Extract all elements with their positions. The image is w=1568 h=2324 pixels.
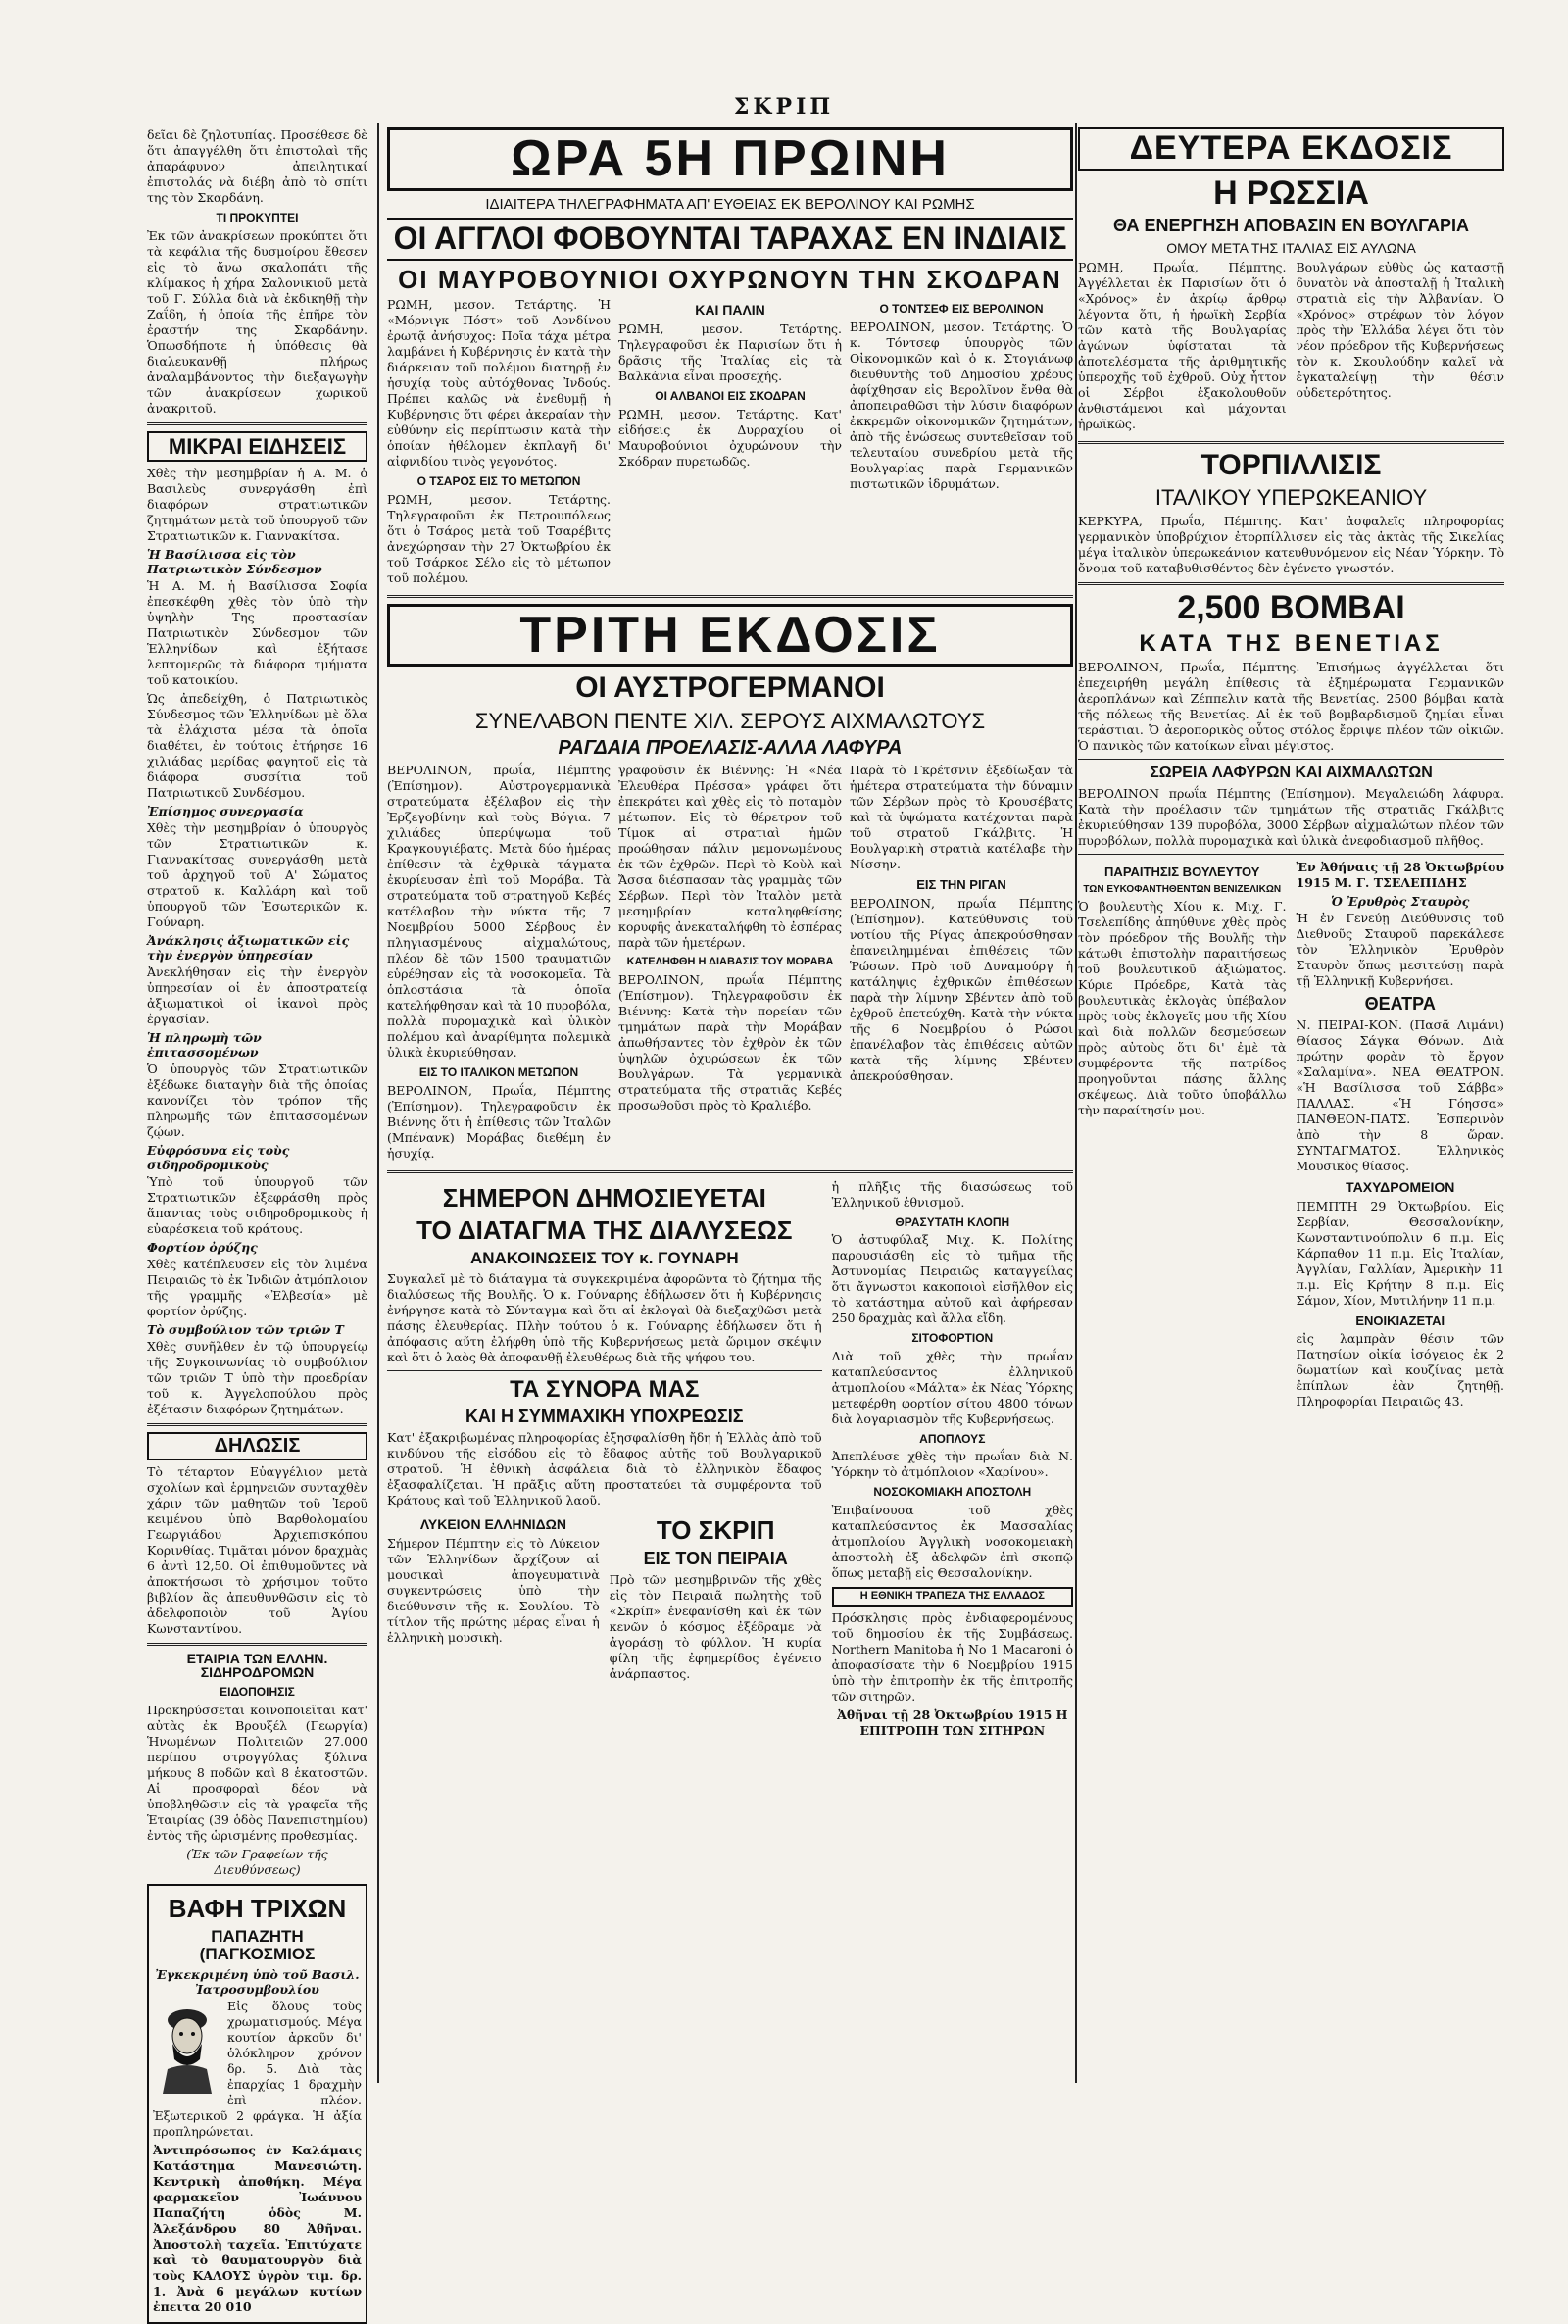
spoils-heading: ΣΩΡΕΙΑ ΛΑΦΥΡΩΝ ΚΑΙ ΑΙΧΜΑΛΩΤΩΝ <box>1150 765 1433 782</box>
article-berlin-2: γραφοῦσιν ἐκ Βιέννης: Ἡ «Νέα Ἐλευθέρα Πρέσσα» γράφει ὅτι ἐπεκράτει καὶ χθὲς εἰς τὸ ποταμὸν μέτωπον. Εἰς τὸ θέρετρον τοῦ Τίμοκ αἱ στρατιαὶ ἡμῶν προώθησαν πάλιν μεμονωμένους ἐκ τῶν ἐχθρῶν. Περὶ τὸ Κοὺλ καὶ Ἄσσα διέσπασαν τὰς γραμμὰς τῶν Σέρβων. Περὶ τὸν Ἰταλὸν μετὰ μεσημβρίαν καταληφθείσης κορυφῆς ἀνεκαταλήφθη τὸ ἐσπέρας παρὰ τῶν ἡμετέρων. <box>618 763 842 951</box>
news-subhead: Εὐφρόσυνα εἰς τοὺς σιδηροδρομικοὺς <box>147 1142 290 1172</box>
article-skrip: Πρὸ τῶν μεσημβρινῶν τῆς χθὲς εἰς τὸν Πειραιᾶ πωλητὴς τοῦ «Σκρίπ» ἐνεφανίσθη καὶ ἐκ τῶν κενῶν ὁ κόσμος ἐξέδραμε νὰ ἀγοράσῃ τὸ φύλλον. Ἡ κυρία φίλη τῆς ἐφημερίδος ἐγένετο ἀνάρπαστος. <box>609 1572 822 1682</box>
theaters-heading: ΘΕΑΤΡΑ <box>1364 994 1436 1014</box>
portrait-illustration <box>153 2001 221 2094</box>
tsar-heading: Ο ΤΣΑΡΟΣ ΕΙΣ ΤΟ ΜΕΤΩΠΟΝ <box>416 474 581 489</box>
departure-heading: ΑΠΟΠΛΟΥΣ <box>919 1431 986 1446</box>
russia-headline-2: ΘΑ ΕΝΕΡΓΗΣΗ ΑΠΟΒΑΣΙΝ ΕΝ ΒΟΥΛΓΑΡΙΑ <box>1112 216 1470 236</box>
article-italy-front: ΒΕΡΟΛΙΝΟΝ, Πρωΐα, Πέμπτης (Ἐπίσημον). Τηλεγραφοῦσιν ἐκ Βιέννης ὅτι ἡ ἐπίθεσις τῶν Ἰταλῶν (Μπένανκ) Μοράβας διεθέμη ἐν ἡσυχίᾳ. <box>387 1082 611 1161</box>
post-heading: ΤΑΧΥΔΡΟΜΕΙΟΝ <box>1346 1179 1455 1196</box>
rail-signature: (Ἐκ τῶν Γραφείων τῆς Διευθύνσεως) <box>186 1846 328 1877</box>
notice-heading: ΔΗΛΩΣΙΣ <box>147 1432 368 1460</box>
skrip-headline-2: ΕΙΣ ΤΟΝ ΠΕΙΡΑΙΑ <box>643 1549 788 1569</box>
rail-heading: ΕΤΑΙΡΙΑ ΤΩΝ ΕΛΛΗΝ. ΣΙΔΗΡΟΔΡΟΜΩΝ <box>186 1650 328 1681</box>
article-riga: ΒΕΡΟΛΙΝΟΝ, πρωΐα Πέμπτης (Ἐπίσημον). Κατεύθυνσις τοῦ νοτίου τῆς Ρίγας ἀπεκρούσθησαν ἐπανειλημμέναι ἐπιθέσεις τῶν Ῥώσων. Πρὸ τοῦ Δυναμούργ ἡ κατάληψις ἐχθρικῶν ἐπιθέσεων παρὰ τὴν λίμνην Σβέντεν ἀπὸ τοῦ ἐχθροῦ ἐπετεύχθη. Κατὰ τὴν νύκτα τῆς 6 Νοεμβρίου ὁ Ρώσοι ἐπανέλαβον τὰς ἐπιθέσεις αὐτῶν κατὰ τῆς λίμνης Σβέντεν ἀπεκρούσθησαν. <box>850 895 1073 1083</box>
news-item: Ἡ Α. Μ. ἡ Βασίλισσα Σοφία ἐπεσκέφθη χθὲς τὸν ὑπὸ τὴν ὑψηλὴν Της προστασίαν Πατριωτικὸν Σύνδεσμον τῶν Ἑλληνίδων καὶ ἐξήτασε λεπτομερῶς τὰ διάφορα τμήματα τοῦ κατοικίου. <box>147 577 368 687</box>
article-red-cross: Ἡ ἐν Γενεύῃ Διεύθυνσις τοῦ Διεθνοῦς Σταυροῦ παρεκάλεσε τὸν Ἑλληνικὸν Ἐρυθρὸν Σταυρὸν ὅπως μεσιτεύσῃ παρὰ τῇ Ἑλληνικῇ Κυβερνήσει. <box>1296 911 1504 989</box>
bank-signature: Ἀθῆναι τῇ 28 Ὀκτωβρίου 1915 Η ΕΠΙΤΡΟΠΗ ΤΩΝ ΣΙΤΗΡΩΝ <box>837 1706 1068 1738</box>
decree-headline-2: ΤΟ ΔΙΑΤΑΓΜΑ ΤΗΣ ΔΙΑΛΥΣΕΩΣ <box>416 1214 793 1245</box>
tontsef-heading: Ο ΤΟΝΤΣΕΦ ΕΙΣ ΒΕΡΟΛΙΝΟΝ <box>879 302 1044 317</box>
article-bombs: ΒΕΡΟΛΙΝΟΝ, Πρωΐα, Πέμπτης. Ἐπισήμως ἀγγέλλεται ὅτι ἐπεχειρήθη μεγάλη ἐπίθεσις τὰ ἐξημέρωματα Γερμανικῶν ἀεροπλάνων καὶ Ζέππελιν κατὰ τῆς Βενετίας. 2500 βόμβαι κατὰ τῆς πόλεως τῆς Βενετίας. Αἱ ἐκ τοῦ βομβαρδισμοῦ ζημίαι εἶναι τεράστιαι. Ὁ ἀεροπορικὸς οὗτος στόλος ἔρριψε πλέον τῶν οἰκιῶν. Ὁ πανικὸς τῶν κατοίκων εἶναι μέγιστος. <box>1078 660 1504 754</box>
column-rule <box>1075 123 1077 2083</box>
second-edition-heading: ΔΕΥΤΕΡΑ ΕΚΔΟΣΙΣ <box>1078 127 1504 171</box>
news-subhead: Φορτίον ὀρύζης <box>147 1239 258 1255</box>
russia-headline: Η ΡΩΣΣΙΑ <box>1213 173 1369 212</box>
morava-heading: ΚΑΤΕΛΗΦΘΗ Η ΔΙΑΒΑΣΙΣ ΤΟΥ ΜΟΡΑΒΑ <box>626 956 834 968</box>
news-item: Ἀνεκλήθησαν εἰς τὴν ἐνεργὸν ὑπηρεσίαν οἱ ἐν ἀποστρατείᾳ ἀξιωματικοὶ οἱ ἱκανοὶ πρὸς ἐργασίαν. <box>147 964 368 1026</box>
ad-footer: Ἀντιπρόσωπος ἐν Καλάμαις Κατάστημα Μανεσιώτη. Κεντρικὴ ἀποθήκη. Μέγα φαρμακεῖον Ἰωάννου Παπαζήτη ὁδὸς Μ. Ἀλεξάνδρου 80 Ἀθῆναι. Ἀποστολὴ ταχεῖα. Ἐπιτύχατε καὶ τὸ θαυματουργὸν διὰ τοὺς ΚΑΛΟΥΣ ὑγρὸν τιμ. δρ. 1. Ἀνὰ 6 μεγάλων κυτίων ἐπειτα 20 010 <box>153 2142 362 2314</box>
albanians-heading: ΟΙ ΑΛΒΑΝΟΙ ΕΙΣ ΣΚΟΔΡΑΝ <box>655 388 806 403</box>
bank-heading: Η ΕΘΝΙΚΗ ΤΡΑΠΕΖΑ ΤΗΣ ΕΛΛΑΔΟΣ <box>832 1587 1073 1607</box>
article-spoils: ΒΕΡΟΛΙΝΟΝ πρωΐα Πέμπτης (Ἐπίσημον). Μεγαλειώδη λάφυρα. Κατὰ τὴν προέλασιν τῶν τμημάτων τῆς στρατιᾶς Γκάλβιτς ἐκυριεύθησαν 139 πυροβόλα, 3000 Σέρβων αἰχμαλώτων πλέον τῶν πυροβόλων, πολλὰ πυρομαχικὰ καὶ ὑλικὰ ἀνεφοδιασμοῦ πλῆθος. <box>1078 786 1504 849</box>
article-border: Κατ' ἐξακριβωμένας πληροφορίας ἐξησφαλίσθη ἤδη ἡ Ἑλλὰς ἀπὸ τοῦ κινδύνου τῆς εἰσόδου εἰς τὸ ἔδαφος αὐτῆς τοῦ Βουλγαρικοῦ στρατοῦ. Ἡ ἐθνικὴ ἀσφάλεια διὰ τὸ ἐλληνικὸν ἔδαφος ἐξασφαλίζεται. Ἡ πρᾶξις αὕτη προστατεύει τὰ συμφέροντα τοῦ Κράτους καὶ τοῦ Ἑλληνικοῦ λαοῦ. <box>387 1430 822 1508</box>
resignation-heading: ΠΑΡΑΙΤΗΣΙΣ ΒΟΥΛΕΥΤΟΥ <box>1104 865 1260 880</box>
theaters-list: Ν. ΠΕΙΡΑΙ-ΚΟΝ. (Πασᾶ Λιμάνι) Θίασος Σάγκα Θόνων. Διὰ πρώτην φορὰν τὸ ἔργον «Σαλαμίνα». ΝΕΑ ΘΕΑΤΡΟΝ. «Ἡ Βασίλισσα τοῦ Σάββα» ΠΑΛΛΑΣ. «Ἡ Γόησσα» ΠΑΝΘΕΟΝ-ΠΑΤΣ. Ἑσπερινὸν ἀπὸ τὴν 8 ὥραν. ΣΥΝΤΑΓΜΑΤΟΣ. Ἑλληνικὸς Μουσικὸς θίασος. <box>1296 1017 1504 1174</box>
article-bank: Πρόσκλησις πρὸς ἐνδιαφερομένους τοῦ δημοσίου ἐκ τῆς Συμβάσεως. Northern Manitoba ἡ Νο 1 Macaroni ὁ ἀποφασίσατε τὴν 6 Νοεμβρίου 1915 ὑπὸ τὴν ἐπιτροπὴν ἐκ τῆς ἐπιτροπῆς τῶν σιτηρῶν. <box>831 1609 1073 1704</box>
torpedo-headline: ΤΟΡΠΙΛΛΙΣΙΣ <box>1200 448 1382 481</box>
news-item: Χθὲς συνῆλθεν ἐν τῷ ὑπουργείῳ τῆς Συγκοινωνίας τὸ συμβούλιον τῶν τριῶν Τ ὑπὸ τὴν προεδρίαν τοῦ κ. Ἀγγελοπούλου πρὸς ἐξέτασιν διαφόρων ζητημάτων. <box>147 1338 368 1416</box>
third-headline-2: ΣΥΝΕΛΑΒΟΝ ΠΕΝΤΕ ΧΙΛ. ΣΕΡΟΥΣ ΑΙΧΜΑΛΩΤΟΥΣ <box>474 708 986 733</box>
article-departure: Ἀπεπλέυσε χθὲς τὴν πρωΐαν διὰ Ν. Ὑόρκην τὸ ἀτμόπλοιον «Χαρίνου». <box>831 1449 1073 1480</box>
column-rule <box>377 123 379 2083</box>
article-decree: Συγκαλεῖ μὲ τὸ διάταγμα τὰ συγκεκριμένα ἀφορῶντα τὸ ζήτημα τῆς διαλύσεως τῆς Βουλῆς. Ὁ κ. Γούναρης ἐδήλωσεν ὅτι ἡ Κυβέρνησις ἐνήργησε κατὰ τὸ Σύνταγμα καὶ ὅτι αἱ ἐκλογαὶ θὰ διεξαχθῶσι μετὰ πάσης ἐλευθερίας. Πλὴν τούτου ὁ κ. Γούναρης ἐδήλωσεν ὅτι ἡ ἀπόφασις αὕτη ἐλήφθη ὑπὸ τῆς Κυβερνήσεως μετὰ ὥριμον σκέψιν καὶ ὅτι ὁ λαὸς θὰ ἀποφανθῇ ἐλευθέρως διὰ τῆς ψήφου του. <box>387 1271 822 1365</box>
post-schedule: ΠΕΜΠΤΗ 29 Ὀκτωβρίου. Εἰς Σερβίαν, Θεσσαλονίκην, Κωνσταντινούπολιν 6 π.μ. Εἰς Κάρπαθον 11 π.μ. Εἰς Ἰταλίαν, Ἀγγλίαν, Γαλλίαν, Ἀμερικὴν 11 π.μ. Εἰς Κρήτην 8 π.μ. Εἰς Σάμον, Χίον, Μυτιλήνην 11 π.μ. <box>1296 1198 1504 1308</box>
italy-front-heading: ΕΙΣ ΤΟ ΙΤΑΛΙΚΟΝ ΜΕΤΩΠΟΝ <box>418 1065 579 1080</box>
headline-skodra: ΟΙ ΜΑΥΡΟΒΟΥΝΙΟΙ ΟΧΥΡΩΝΟΥΝ ΤΗΝ ΣΚΟΔΡΑΝ <box>398 264 1062 294</box>
rent-heading: ΕΝΟΙΚΙΑΖΕΤΑΙ <box>1355 1312 1446 1328</box>
skrip-headline-1: ΤΟ ΣΚΡΙΠ <box>656 1515 775 1546</box>
riga-heading: ΕΙΣ ΤΗΝ ΡΙΓΑΝ <box>916 877 1006 893</box>
rail-subheading: ΕΙΔΟΠΟΙΗΣΙΣ <box>220 1685 295 1700</box>
third-headline-1: ΟΙ ΑΥΣΤΡΟΓΕΡΜΑΝΟΙ <box>575 671 885 705</box>
left-column <box>147 127 368 2314</box>
divider <box>1078 582 1504 585</box>
divider <box>1078 759 1504 760</box>
divider <box>1078 854 1504 855</box>
intro-text: δεῖαι δὲ ζηλοτυπίας. Προσέθεσε δὲ ὅτι ἀπαγγέλθη ὅτι ἐπιστολαὶ τῆς ἀπαράφυνον ἀπειλητικαί ἐπιστολάς νὰ διέβη ἀπὸ τὸ σπίτι της τὸν Σκαρδάνη. <box>147 127 368 205</box>
bombs-headline: 2,500 ΒΟΜΒΑΙ <box>1177 588 1405 626</box>
article-tsar: ΡΩΜΗ, μεσον. Τετάρτης. Τηλεγραφοῦσι ἐκ Πετρουπόλεως ὅτι ὁ Τσάρος μετὰ τοῦ Τσαρέβιτς ἀνεχώρησαν τὴν 27 Ὀκτωβρίου ἐκ τοῦ Τσάρκοε Σέλο εἰς τὸ μέτωπον τοῦ πολέμου. <box>387 491 611 585</box>
news-subhead: Ἐπίσημος συνεργασία <box>147 803 304 818</box>
intro-text-2: Ἐκ τῶν ἀνακρίσεων προκύπτει ὅτι τὰ κεφάλια τῆς δυσμοίρου ἔθεσεν εἰς τὸ ἄνω σκαλοπάτι τῆς κλίμακος ἡ χήρα Σαλονικιοῦ μετὰ τοῦ Γ. Σύλλα διὰ νὰ ἐκδικηθῇ τὴν Ζαΐδη, ἡ ὁποία τῆς ἐπῆρε τὸν ἐραστήν της Σκαρδάνην. Ὁπωσδήποτε ἡ ὑπόθεσις θὰ διαλευκανθῇ πλήρως ἀναλαμβάνοντος τὴν διεξαγωγὴν τῶν ἀνακρίσεων χωρικοῦ ἀνακριτοῦ. <box>147 227 368 416</box>
article-berlin-1: ΒΕΡΟΛΙΝΟΝ, πρωΐα, Πέμπτης (Ἐπίσημον). Αὐστρογερμανικὰ στρατεύματα ἐξέλαβον εἰς τὴν Ἐρζεγοβίνην καὶ τοὺς Βόγια. 7 χιλιάδες ὑπερύψωμα τοῦ Κραγκουγιέβατς. Μετὰ δύο ἡμέρας ἐπίθεσιν τὰ ἐχθρικὰ τάγματα ἐκυρίευσαν ἐπὶ τοῦ Μοράβα. Τὰ στρατεύματα τοῦ στρατηγοῦ Κεβές κατέλαβον τὴν νύκτα τῆς 7 Νοεμβρίου 5000 Σέρβους ἐν πληγιασμένους αἰχμαλώτους, πλέον δὲ τῶν 1500 τραυματιῶν εὑρέθησαν εἰς τὰ νοσοκομεῖα. Τὰ ὁπλοστάσια τὰ ὁποῖα κατελήφθησαν καὶ τὰ 10 πυροβόλα, πολλὰ πυρομαχικὰ καὶ ὑλικὸν πολέμου καὶ ἀναρίθμητα πολεμικὰ ὑλικὰ ἐκυριεύθησαν. <box>387 763 611 1061</box>
article-theft: Ὁ ἀστυφύλαξ Μιχ. Κ. Πολίτης παρουσιάσθη εἰς τὸ τμῆμα τῆς Ἀστυνομίας Πειραιῶς καταγγείλας ὅτι ἄγνωστοι κακοποιοὶ εἰσῆλθον εἰς τὸ κατάστημα αὐτοῦ καὶ ἀφήρεσαν 250 δραχμὰς καὶ ἄλλα εἴδη. <box>831 1232 1073 1326</box>
intro-heading: ΤΙ ΠΡΟΚΥΠΤΕΙ <box>216 211 299 224</box>
article-lyceum: Σήμερον Πέμπτην εἰς τὸ Λύκειον τῶν Ἑλληνίδων ἄρχίζουν αἱ μουσικαὶ ἀπογευματινὰ συγκεντρώσεις ὑπὸ τὴν διεύθυνσιν τῆς κ. Σουλίου. Τὸ τίτλον τῆς πρώτης μέρας εἶναι ἡ ἑλληνικὴ μουσικὴ. <box>387 1535 600 1645</box>
banner-heading: ΩΡΑ 5Η ΠΡΩΙΝΗ <box>387 127 1073 191</box>
news-item: Ὑπὸ τοῦ ὑπουργοῦ τῶν Στρατιωτικῶν ἐξεφράσθη πρὸς ἅπαντας τοὺς σιδηροδρομικοὺς ἡ εὐαρέσκεια τοῦ κράτους. <box>147 1173 368 1236</box>
article-morava: ΒΕΡΟΛΙΝΟΝ, πρωΐα Πέμπτης (Ἐπίσημον). Τηλεγραφοῦσιν ἐκ Βιέννης: Κατὰ τὴν πορείαν τῶν τμημάτων παρὰ τὴν Μοράβαν ἀπωθήσαντες τὸν ἐχθρὸν ἐκ τῶν ὑψηλῶν ὀχυρώσεων ἐκ τῶν Βουλγάρων. Τὰ γερμανικὰ στρατεύματα τῆς στρατιᾶς Κεβές προσωθοῦσι πρὸς τὸ Κραλιέβο. <box>618 971 842 1113</box>
ad-body: Εἰς ὅλους τοὺς χρωματισμούς. Μέγα κουτίον ἀρκοῦν δι' ὁλόκληρον χρόνον δρ. 5. Διὰ τὰς ἐπαρχίας 1 δραχμὴν ἐπὶ πλέον. Ἐξωτερικοῦ 2 φράγκα. Ἡ ἀξία προπληρώνεται. <box>153 1998 362 2139</box>
medical-heading: ΝΟΣΟΚΟΜΙΑΚΗ ΑΠΟΣΤΟΛΗ <box>873 1485 1032 1500</box>
again-heading: ΚΑΙ ΠΑΛΙΝ <box>695 302 765 319</box>
article-grain: Διὰ τοῦ χθὲς τὴν πρωΐαν καταπλεύσαντος ἐλληνικοῦ ἀτμοπλοίου «Μάλτα» ἐκ Νέας Ὑόρκης μετεφέρθη φορτίον σίτου 4800 τόνων διὰ λογαριασμὸν τῆς Κυβερνήσεως. <box>831 1348 1073 1426</box>
article-berlin-3: Παρὰ τὸ Γκρέτσνιν ἐξεδίωξαν τὰ ἡμέτερα στρατεύματα τὴν δύναμιν τῶν Σέρβων πρὸς τὸ Κρουσέβατς καὶ τὰ ὑψώματα κατέχονται παρὰ τοῦ στρατοῦ Γκάλβιτς. Ἡ Βουλγαρικὴ στρατιὰ κατέλαβε τὴν Νίσσην. <box>850 763 1073 872</box>
divider <box>387 1170 1073 1173</box>
rent-notice: εἰς λαμπρὰν θέσιν τῶν Πατησίων οἰκία ἰσόγειος ἐκ 2 δωματίων καὶ κουζίνας μετὰ ἐπίπλων ἐὰν ζητηθῇ. Πληροφορίαι Πειραιῶς 43. <box>1296 1331 1504 1409</box>
article-russia-2: Βουλγάρων εὐθὺς ὡς καταστῇ δυνατὸν νὰ ἀποσταλῇ ἡ Ἰταλικὴ στρατιὰ εἰς τὴν Ἀλβανίαν. Ὁ «Χρόνος» στρέφων τὸν λόγον πρὸς τὴν Ἑλλάδα λέγει ὅτι τὸν νέον πρόεδρον τῆς Κυβερνήσεως τὸν κ. Σκουλούδην καλεῖ νὰ ἐγκαταλείψῃ τὴν θέσιν οὐδετερότητος. <box>1296 259 1504 400</box>
news-item: Χθὲς κατέπλευσεν εἰς τὸν λιμένα Πειραιῶς τὸ ἐκ Ἰνδιῶν ἀτμόπλοιον τῆς γραμμῆς «Ἐλβεσία» μὲ φορτίον ὀρύζης. <box>147 1256 368 1318</box>
russia-headline-3: ΟΜΟΥ ΜΕΤΑ ΤΗΣ ΙΤΑΛΙΑΣ ΕΙΣ ΑΥΛΩΝΑ <box>1166 240 1416 257</box>
divider <box>387 595 1073 598</box>
third-edition-heading: ΤΡΙΤΗ ΕΚΔΟΣΙΣ <box>387 604 1073 668</box>
ad-heading: ΒΑΦΗ ΤΡΙΧΩΝ <box>168 1893 347 1923</box>
article-albanians: ΡΩΜΗ, μεσον. Τετάρτης. Κατ' εἰδήσεις ἐκ Δυρραχίου οἱ Μαυροβούνιοι ὀχυρώνουν τὴν Σκόδραν πυρετωδῶς. <box>618 406 842 469</box>
grain-heading: ΣΙΤΟΦΟΡΤΙΟΝ <box>911 1331 994 1346</box>
divider <box>387 1370 822 1371</box>
news-subhead: Τὸ συμβούλιον τῶν τριῶν Τ <box>147 1321 344 1337</box>
banner-subheading: ΙΔΙΑΙΤΕΡΑ ΤΗΛΕΓΡΑΦΗΜΑΤΑ ΑΠ' ΕΥΘΕΙΑΣ ΕΚ ΒΕΡΟΛΙΝΟΥ ΚΑΙ ΡΩΜΗΣ <box>485 195 975 213</box>
article-cont: ἡ πλῆξις τῆς διασώσεως τοῦ Ἑλληνικοῦ ἐθνισμοῦ. <box>831 1178 1073 1210</box>
decree-headline-3: ΑΝΑΚΟΙΝΩΣΕΙΣ ΤΟΥ κ. ΓΟΥΝΑΡΗ <box>469 1249 739 1268</box>
ad-tagline: Ἐγκεκριμένη ὑπὸ τοῦ Βασιλ. Ἰατροσυμβουλίου <box>155 1966 360 1997</box>
right-column <box>1078 127 1504 2083</box>
red-cross-heading: Ὁ Ἐρυθρὸς Σταυρὸς <box>1331 894 1470 910</box>
article-tontsef: ΒΕΡΟΛΙΝΟΝ, μεσον. Τετάρτης. Ὁ κ. Τόντσεφ ὑπουργὸς τῶν Οἰκονομικῶν καὶ ὁ κ. Στογιάνωφ διευθυντὴς τοῦ Δημοσίου χρέους ἀφίχθησαν εἰς Βερολῖνον ἔνθα θὰ ἀποπειραθῶσι τὴν λύσιν διαφόρων ἐκκρεμῶν οἰκονομικῶν ζητημάτων, ἀπὸ τῆς ἐνώσεως συντεθεῖσαν τοῦ τελευταίου συνεδρίου μετὰ τῆς Βουλγαρίας παρὰ Γερμανικῶν πιστωτικῶν ἱδρυμάτων. <box>850 319 1073 491</box>
third-headline-3: ΡΑΓΔΑΙΑ ΠΡΟΕΛΑΣΙΣ-ΑΛΛΑ ΛΑΦΥΡΑ <box>558 737 903 760</box>
news-subhead: Ἀνάκλησις ἀξιωματικῶν εἰς τὴν ἐνεργὸν ὑπηρεσίαν <box>147 932 350 963</box>
border-headline-1: ΤΑ ΣΥΝΟΡΑ ΜΑΣ <box>510 1376 700 1404</box>
divider <box>147 1643 368 1646</box>
decree-headline-1: ΣΗΜΕΡΟΝ ΔΗΜΟΣΙΕΥΕΤΑΙ <box>442 1182 766 1212</box>
divider <box>1078 441 1504 444</box>
headline-india: ΟΙ ΑΓΓΛΟΙ ΦΟΒΟΥΝΤΑΙ ΤΑΡΑΧΑΣ ΕΝ ΙΝΔΙΑΙΣ <box>387 218 1073 261</box>
lyceum-heading: ΛΥΚΕΙΟΝ ΕΛΛΗΝΙΔΩΝ <box>419 1516 566 1533</box>
notice-text: Τὸ τέταρτον Εὐαγγέλιον μετὰ σχολίων καὶ ἑρμηνειῶν συνταχθὲν χάριν τῶν μαθητῶν τοῦ Ἱεροῦ κειμένου ὑπὸ Βαρθολομαίου Γεωργιάδου Ἀρχιεπισκόπου Κορινθίας. Τιμᾶται μόνον δραχμὰς 6 ἀντὶ 12,50. Οἱ ἐπιθυμοῦντες νὰ ἀποκτήσωσι τὸ χρήσιμον τοῦτο βιβλίον ἂς ἀπευθυνθῶσιν εἰς τὸ ἀδελφοποιὸν τοῦ Ἁγίου Κωνσταντίνου. <box>147 1463 368 1636</box>
news-subhead: Ἡ πληρωμὴ τῶν ἐπιτασσομένων <box>147 1029 262 1060</box>
resignation-subheading: ΤΩΝ ΕΥΚΟΦΑΝΤΗΘΕΝΤΩΝ ΒΕΝΙΖΕΛΙΚΩΝ <box>1083 883 1282 895</box>
resignation-signature: Ἐν Ἀθήναις τῇ 28 Ὀκτωβρίου 1915 Μ. Γ. ΤΣΕΛΕΠΙΔΗΣ <box>1296 860 1504 891</box>
rail-text: Προκηρύσσεται κοινοποιεῖται κατ' αὐτὰς ἐκ Βρουξέλ (Γεωργία) Ἡνωμένων Πολιτειῶν 27.000 περίπου στρογγύλας ξύλινα μήκους 8 ποδῶν καὶ 8 ἑκατοστῶν. Αἱ προσφοραὶ δέον νὰ ὑποβληθῶσιν εἰς τὰ γραφεῖα τῆς Ἑταιρίας (39 ὁδὸς Πανεπιστημίου) ἐντὸς τῆς ὡρισμένης προθεσμίας. <box>147 1702 368 1843</box>
article-rome: ΡΩΜΗ, μεσον. Τετάρτης. Ἡ «Μόρνιγκ Πόστ» τοῦ Λονδίνου ἐρωτᾷ ἀνήσυχος: Ποῖα τάχα μέτρα λαμβάνει ἡ Κυβέρνησις ἐν κατὰ τὴν διάρκειαν τοῦ πολέμου διατηρῇ ἐν ἡσυχίᾳ τοὺς αὐτόχθονας Ἰνδούς. Πρέπει καλῶς νὰ ἐνεθυμῇ ἡ Κυβέρνησις ὅτι φέρει ἀκεραίαν τὴν εὐθύνην εἰς περίπτωσιν κατὰ τὴν ὁποίαν ἠθέλομεν ἐκπλαγῆ δι' αἰφνιδίου τινὸς γεγονότος. <box>387 297 611 470</box>
masthead: ΣΚΡΙΠ <box>733 94 835 120</box>
article-torpedo: ΚΕΡΚΥΡΑ, Πρωΐα, Πέμπτης. Κατ' ἀσφαλεῖς πληροφορίας γερμανικὸν ὑποβρύχιον ἐτορπίλλισεν εἰς τὰς ἀκτὰς τῆς Σικελίας μέγα ἰταλικὸν ὑπερωκεάνιον κατευθυνόμενον εἰς Νέαν Ὑόρκην. Τὸ ὄνομα τοῦ καταβυθισθέντος δὲν ἐγένετο γνωστόν. <box>1078 513 1504 575</box>
news-subhead: Ἡ Βασίλισσα εἰς τὸν Πατριωτικὸν Σύνδεσμον <box>147 546 322 576</box>
ad-subheading: ΠΑΠΑΖΗΤΗ (ΠΑΓΚΟΣΜΙΟΣ <box>199 1926 316 1963</box>
border-headline-2: ΚΑΙ Η ΣΥΜΜΑΧΙΚΗ ΥΠΟΧΡΕΩΣΙΣ <box>466 1407 744 1427</box>
bombs-headline-2: ΚΑΤΑ ΤΗΣ ΒΕΝΕΤΙΑΣ <box>1139 630 1444 658</box>
news-item: Χθὲς τὴν μεσημβρίαν ὁ ὑπουργὸς τῶν Στρατιωτικῶν κ. Γιαννακίτσας συνεργάσθη μετὰ τοῦ ἀρχηγοῦ τοῦ Α' Σώματος στρατοῦ κ. Καλλάρη καὶ τοῦ ὑπουργοῦ τῶν Ἐσωτερικῶν κ. Γούναρη. <box>147 819 368 929</box>
news-heading: ΜΙΚΡΑΙ ΕΙΔΗΣΕΙΣ <box>147 431 368 462</box>
theft-heading: ΘΡΑΣΥΤΑΤΗ ΚΛΟΠΗ <box>895 1214 1010 1229</box>
news-item: Ὁ ὑπουργὸς τῶν Στρατιωτικῶν ἐξέδωκε διαταγὴν διὰ τῆς ὁποίας κανονίζει τὸν τρόπον τῆς πληρωμῆς τῶν ἐπιτασσομένων ζῴων. <box>147 1061 368 1139</box>
divider <box>147 422 368 425</box>
center-column <box>387 127 1073 2083</box>
article-medical: Ἐπιβαίνουσα τοῦ χθὲς καταπλεύσαντος ἐκ Μασσαλίας ἀτμοπλοίου Ἀγγλικὴ νοσοκομειακὴ ἀποστολὴ ἐξ ἀδελφῶν ἐπὶ σκοπῷ ὅπως μεταβῇ εἰς Θεσσαλονίκην. <box>831 1502 1073 1580</box>
hair-dye-ad <box>147 1884 368 2324</box>
article-resignation: Ὁ βουλευτὴς Χίου κ. Μιχ. Γ. Τσελεπίδης ἀπηύθυνε χθὲς πρὸς τὸν πρόεδρον τῆς Βουλῆς τὴν κάτωθι ἐπιστολὴν παραιτήσεως τοῦ βουλευτικοῦ ἀξιώματος. Κύριε Πρόεδρε, Κατὰ τὰς βουλευτικὰς ἐκλογὰς ὑπέβαλον πρὸς τοὺς ἐκλογεῖς μου τῆς Χίου καὶ διὰ πολλῶν δεσμεύσεων πρὸς αὐτοὺς ὅτι δι' ἐμὲ τὰ συμφέροντα τῆς πατρίδος προηγοῦνται πάσης ἄλλης σκέψεως. Διὰ τοῦτο ὑποβάλλω τὴν παραίτησίν μου. <box>1078 899 1287 1118</box>
divider <box>147 1423 368 1426</box>
news-item: Ὡς ἀπεδείχθη, ὁ Πατριωτικὸς Σύνδεσμος τῶν Ἑλληνίδων μὲ ὅλα τὰ ἐλάχιστα μέσα τὰ ὁποῖα διαθέτει, ἐν τούτοις ἐτήρησε 16 χιλιάδας μερίδας φαγητοῦ εἰς τὰ διάφορα συσσίτια τοῦ Πατριωτικοῦ Συνδέσμου. <box>147 690 368 800</box>
torpedo-headline-2: ΙΤΑΛΙΚΟΥ ΥΠΕΡΩΚΕΑΝΙΟΥ <box>1154 485 1428 511</box>
news-item: Χθὲς τὴν μεσημβρίαν ἡ Α. Μ. ὁ Βασιλεὺς συνεργάσθη ἐπὶ διαφόρων στρατιωτικῶν ζητημάτων μετὰ τοῦ ὑπουργοῦ τῶν Στρατιωτικῶν κ. Γιαννακίτσα. <box>147 465 368 543</box>
article-again: ΡΩΜΗ, μεσον. Τετάρτης. Τηλεγραφοῦσι ἐκ Παρισίων ὅτι ἡ δρᾶσις τῆς Ἰταλίας εἰς τὰ Βαλκάνια εἶναι προσεχής. <box>618 321 842 383</box>
article-russia: ΡΩΜΗ, Πρωΐα, Πέμπτης. Ἀγγέλλεται ἐκ Παρισίων ὅτι ὁ «Χρόνος» ἐν ἀκρίῳ ἄρθρῳ λέγοντα ὅτι, ἡ ἡρωϊκὴ Σερβία τῶν κατὰ τῆς Βουλγαρίας ἀγώνων ὑφίσταται τὰ ἀποτελέσματα τῆς ἀριθμητικῆς ὑπεροχῆς τοῦ ἐχθροῦ. Οὐχ ἧττον οἱ Σέρβοι ἐξακολουθοῦν ἀνθιστάμενοι καὶ μάχονται ἡρωϊκῶς. <box>1078 259 1287 431</box>
